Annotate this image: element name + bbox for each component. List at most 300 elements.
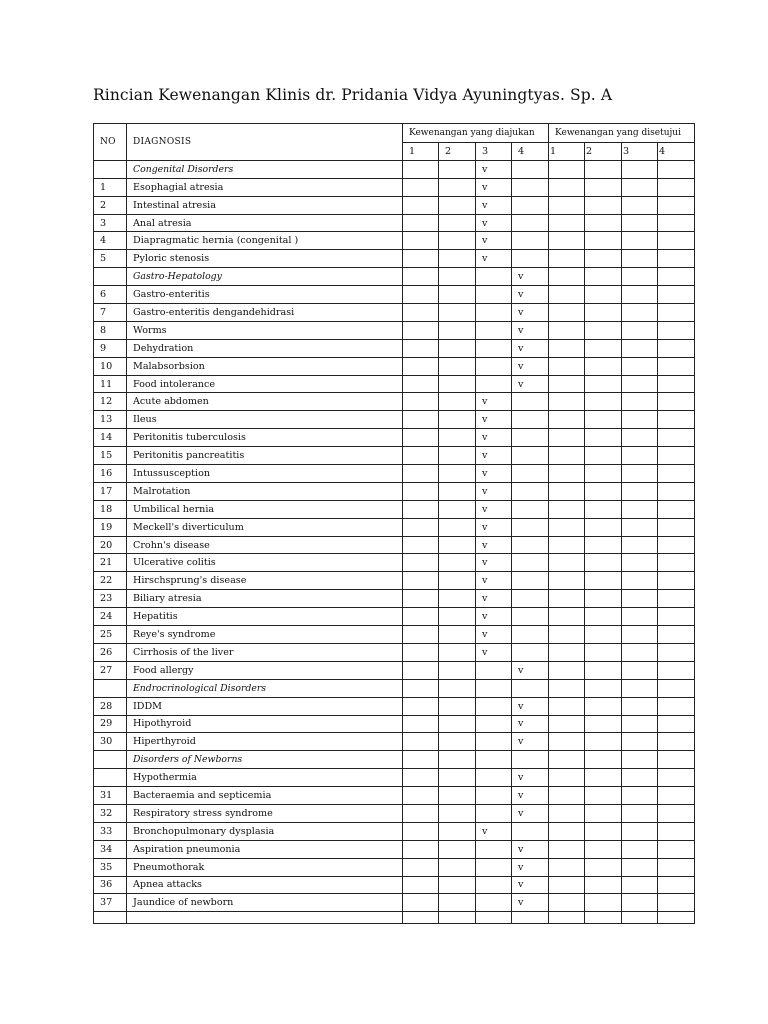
table-row [94,554,695,572]
approved-level-4-cell [658,894,695,912]
requested-level-4-cell [512,429,549,447]
check-mark: v [476,160,512,178]
approved-level-3-cell [622,554,658,572]
check-mark: v [512,876,549,894]
requested-level-3-cell [476,840,512,858]
requested-level-1-cell [403,822,439,840]
approved-level-2-cell [585,715,622,733]
requested-level-1-cell [403,214,439,232]
approved-level-1-cell [549,447,585,465]
requested-level-2-cell [439,751,476,769]
requested-level-2-cell [439,500,476,518]
category-label: Disorders of Newborns [127,751,403,769]
requested-level-2-cell [439,572,476,590]
row-number: 17 [94,482,127,500]
requested-level-2-cell [439,393,476,411]
diagnosis-name: Hypothermia [127,769,403,787]
approved-level-2-cell [585,500,622,518]
requested-level-2-cell [439,858,476,876]
approved-level-4-cell [658,661,695,679]
approved-level-2-cell [585,160,622,178]
table-row [94,250,695,268]
approved-level-1-cell [549,733,585,751]
approved-level-4-cell [658,321,695,339]
approved-level-1-cell [549,518,585,536]
requested-level-4-cell [512,518,549,536]
approved-level-4-cell [658,572,695,590]
approved-level-1-cell [549,178,585,196]
approved-level-2-cell [585,196,622,214]
clinical-authority-table [93,123,695,924]
approved-level-3-cell [622,286,658,304]
approved-level-4-cell [658,715,695,733]
row-number: 35 [94,858,127,876]
approved-level-1-cell [549,679,585,697]
approved-level-1-cell [549,250,585,268]
check-mark: v [476,822,512,840]
approved-level-4-cell [658,178,695,196]
requested-level-1-cell [403,178,439,196]
approved-level-1-cell [549,196,585,214]
approved-level-1: 1 [549,143,585,161]
approved-level-1-cell [549,876,585,894]
table-row-empty [94,912,695,924]
row-number: 19 [94,518,127,536]
requested-level-2-cell [439,769,476,787]
approved-level-2-cell [585,286,622,304]
approved-level-1-cell [549,536,585,554]
requested-level-1-cell [403,572,439,590]
check-mark: v [476,482,512,500]
table-row [94,822,695,840]
approved-level-2-cell [585,268,622,286]
approved-level-2-cell [585,411,622,429]
diagnosis-name: Diapragmatic hernia (congenital ) [127,232,403,250]
check-mark: v [512,357,549,375]
requested-level-2-cell [439,286,476,304]
table-row [94,876,695,894]
approved-level-1-cell [549,304,585,322]
table-row [94,357,695,375]
row-number: 15 [94,447,127,465]
approved-level-4-cell [658,160,695,178]
diagnosis-name: Cirrhosis of the liver [127,643,403,661]
requested-level-1-cell [403,787,439,805]
approved-level-4-cell [658,482,695,500]
requested-level-1-cell [403,393,439,411]
requested-level-4-cell [512,536,549,554]
table-row [94,321,695,339]
table-row [94,286,695,304]
approved-level-3-cell [622,697,658,715]
requested-level-3-cell [476,679,512,697]
empty-cell [127,912,403,924]
table-row [94,572,695,590]
requested-level-1-cell [403,518,439,536]
approved-level-2-cell [585,643,622,661]
check-mark: v [476,643,512,661]
requested-level-1-cell [403,232,439,250]
approved-level-2-cell [585,733,622,751]
requested-level-3-cell [476,733,512,751]
approved-level-1-cell [549,608,585,626]
approved-level-1-cell [549,393,585,411]
approved-level-4-cell [658,733,695,751]
approved-level-4-cell [658,447,695,465]
check-mark: v [512,715,549,733]
diagnosis-name: Esophagial atresia [127,178,403,196]
empty-cell [585,912,622,924]
table-row [94,339,695,357]
diagnosis-name: Malrotation [127,482,403,500]
approved-level-3-cell [622,482,658,500]
approved-level-2-cell [585,214,622,232]
approved-level-1-cell [549,804,585,822]
requested-level-1: 1 [403,143,439,161]
approved-level-4-cell [658,858,695,876]
header-no: NO [94,124,127,161]
approved-level-2-cell [585,518,622,536]
approved-level-1-cell [549,715,585,733]
requested-level-2-cell [439,840,476,858]
requested-level-4-cell [512,822,549,840]
requested-level-2-cell [439,679,476,697]
approved-level-3-cell [622,876,658,894]
table-row [94,626,695,644]
approved-level-3-cell [622,178,658,196]
diagnosis-name: Acute abdomen [127,393,403,411]
approved-level-3-cell [622,429,658,447]
requested-level-2-cell [439,268,476,286]
requested-level-3-cell [476,751,512,769]
approved-level-2-cell [585,590,622,608]
approved-level-2-cell [585,321,622,339]
row-number: 34 [94,840,127,858]
requested-level-3-cell [476,661,512,679]
check-mark: v [512,286,549,304]
row-number: 16 [94,465,127,483]
approved-level-2-cell [585,608,622,626]
check-mark: v [512,697,549,715]
approved-level-3-cell [622,822,658,840]
approved-level-4-cell [658,822,695,840]
approved-level-1-cell [549,411,585,429]
row-number: 8 [94,321,127,339]
table-row [94,661,695,679]
header-diagnosis: DIAGNOSIS [127,124,403,161]
check-mark: v [512,894,549,912]
approved-level-2-cell [585,429,622,447]
empty-cell [94,912,127,924]
table-row [94,715,695,733]
category-label: Congenital Disorders [127,160,403,178]
check-mark: v [476,393,512,411]
table-row [94,304,695,322]
approved-level-3-cell [622,375,658,393]
row-number: 27 [94,661,127,679]
requested-level-4-cell [512,643,549,661]
row-number [94,268,127,286]
approved-level-1-cell [549,661,585,679]
requested-level-2-cell [439,822,476,840]
diagnosis-name: Dehydration [127,339,403,357]
check-mark: v [476,608,512,626]
table-row [94,429,695,447]
requested-level-4-cell [512,411,549,429]
requested-level-1-cell [403,590,439,608]
row-number: 14 [94,429,127,447]
empty-cell [658,912,695,924]
check-mark: v [476,178,512,196]
approved-level-3-cell [622,733,658,751]
check-mark: v [476,429,512,447]
requested-level-4-cell [512,608,549,626]
diagnosis-name: Bronchopulmonary dysplasia [127,822,403,840]
row-number: 6 [94,286,127,304]
approved-level-2-cell [585,357,622,375]
approved-level-1-cell [549,482,585,500]
row-number: 12 [94,393,127,411]
row-number: 28 [94,697,127,715]
diagnosis-name: Pneumothorak [127,858,403,876]
check-mark: v [512,804,549,822]
row-number: 26 [94,643,127,661]
requested-level-2-cell [439,339,476,357]
approved-level-4-cell [658,500,695,518]
table-row [94,804,695,822]
approved-level-3-cell [622,661,658,679]
approved-level-2-cell [585,482,622,500]
approved-level-3-cell [622,787,658,805]
approved-level-2-cell [585,572,622,590]
diagnosis-name: Worms [127,321,403,339]
category-row [94,751,695,769]
row-number: 10 [94,357,127,375]
requested-level-1-cell [403,465,439,483]
table-row [94,214,695,232]
approved-level-3-cell [622,357,658,375]
requested-level-2-cell [439,232,476,250]
diagnosis-name: Apnea attacks [127,876,403,894]
approved-level-2-cell [585,751,622,769]
approved-level-3-cell [622,715,658,733]
check-mark: v [476,447,512,465]
approved-level-4-cell [658,465,695,483]
approved-level-4-cell [658,268,695,286]
diagnosis-name: Anal atresia [127,214,403,232]
approved-level-2-cell [585,697,622,715]
requested-level-1-cell [403,536,439,554]
approved-level-3-cell [622,321,658,339]
approved-level-3-cell [622,769,658,787]
requested-level-2-cell [439,214,476,232]
row-number: 24 [94,608,127,626]
check-mark: v [512,858,549,876]
requested-level-4-cell [512,590,549,608]
requested-level-2-cell [439,554,476,572]
approved-level-1-cell [549,357,585,375]
requested-level-2-cell [439,697,476,715]
approved-level-1-cell [549,840,585,858]
diagnosis-name: Meckell's diverticulum [127,518,403,536]
approved-level-4-cell [658,250,695,268]
requested-level-2-cell [439,411,476,429]
approved-level-3-cell [622,447,658,465]
approved-level-1-cell [549,429,585,447]
approved-level-3-cell [622,894,658,912]
requested-level-3-cell [476,769,512,787]
approved-level-2-cell [585,304,622,322]
diagnosis-name: Ileus [127,411,403,429]
row-number: 22 [94,572,127,590]
row-number: 9 [94,339,127,357]
row-number [94,679,127,697]
approved-level-1-cell [549,894,585,912]
approved-level-4-cell [658,393,695,411]
requested-level-4-cell [512,196,549,214]
diagnosis-name: Intussusception [127,465,403,483]
diagnosis-name: Gastro-enteritis [127,286,403,304]
requested-level-4-cell [512,250,549,268]
requested-level-2-cell [439,465,476,483]
requested-level-2-cell [439,178,476,196]
row-number: 3 [94,214,127,232]
approved-level-1-cell [549,321,585,339]
requested-level-3-cell [476,894,512,912]
approved-level-4-cell [658,804,695,822]
requested-level-2-cell [439,876,476,894]
table-row [94,232,695,250]
row-number: 23 [94,590,127,608]
approved-level-4-cell [658,214,695,232]
approved-level-4-cell [658,590,695,608]
requested-level-3-cell [476,357,512,375]
row-number: 5 [94,250,127,268]
check-mark: v [512,268,549,286]
approved-level-4-cell [658,643,695,661]
requested-level-4-cell [512,482,549,500]
approved-level-3-cell [622,232,658,250]
table-row [94,840,695,858]
table-row [94,447,695,465]
table-body [94,160,695,923]
approved-level-3-cell [622,626,658,644]
approved-level-3-cell [622,500,658,518]
row-number: 31 [94,787,127,805]
requested-level-4-cell [512,393,549,411]
approved-level-1-cell [549,858,585,876]
empty-cell [622,912,658,924]
check-mark: v [512,339,549,357]
approved-level-3-cell [622,608,658,626]
requested-level-3-cell [476,375,512,393]
approved-level-4: 4 [658,143,695,161]
category-row [94,160,695,178]
approved-level-2-cell [585,250,622,268]
requested-level-4-cell [512,500,549,518]
check-mark: v [512,304,549,322]
approved-level-2-cell [585,769,622,787]
requested-level-3-cell [476,304,512,322]
approved-level-1-cell [549,339,585,357]
table-row [94,769,695,787]
approved-level-3-cell [622,590,658,608]
requested-level-2-cell [439,536,476,554]
requested-level-1-cell [403,751,439,769]
approved-level-3-cell [622,536,658,554]
requested-level-1-cell [403,554,439,572]
approved-level-1-cell [549,643,585,661]
row-number: 20 [94,536,127,554]
approved-level-4-cell [658,697,695,715]
approved-level-2-cell [585,178,622,196]
check-mark: v [476,465,512,483]
table-row [94,178,695,196]
requested-level-1-cell [403,840,439,858]
table-row [94,411,695,429]
approved-level-2-cell [585,554,622,572]
requested-level-1-cell [403,429,439,447]
table-row [94,787,695,805]
approved-level-4-cell [658,554,695,572]
approved-level-4-cell [658,787,695,805]
diagnosis-name: Malabsorbsion [127,357,403,375]
check-mark: v [476,554,512,572]
empty-cell [549,912,585,924]
check-mark: v [512,733,549,751]
requested-level-1-cell [403,661,439,679]
approved-level-1-cell [549,697,585,715]
approved-level-4-cell [658,304,695,322]
requested-level-1-cell [403,769,439,787]
requested-level-4: 4 [512,143,549,161]
requested-level-1-cell [403,160,439,178]
diagnosis-name: Reye's syndrome [127,626,403,644]
diagnosis-name: Pyloric stenosis [127,250,403,268]
approved-level-4-cell [658,608,695,626]
requested-level-2-cell [439,643,476,661]
check-mark: v [476,590,512,608]
requested-level-2-cell [439,608,476,626]
check-mark: v [512,840,549,858]
check-mark: v [476,536,512,554]
approved-level-2-cell [585,787,622,805]
table-row [94,482,695,500]
requested-level-2-cell [439,304,476,322]
approved-level-2-cell [585,894,622,912]
approved-level-3-cell [622,339,658,357]
approved-level-1-cell [549,160,585,178]
approved-level-1-cell [549,465,585,483]
category-label: Endrocrinological Disorders [127,679,403,697]
approved-level-1-cell [549,286,585,304]
requested-level-2-cell [439,787,476,805]
requested-level-4-cell [512,447,549,465]
check-mark: v [476,572,512,590]
approved-level-4-cell [658,339,695,357]
diagnosis-name: Crohn's disease [127,536,403,554]
approved-level-4-cell [658,536,695,554]
diagnosis-name: Food allergy [127,661,403,679]
approved-level-3-cell [622,751,658,769]
table-row [94,643,695,661]
diagnosis-name: Respiratory stress syndrome [127,804,403,822]
approved-level-4-cell [658,411,695,429]
approved-level-2-cell [585,804,622,822]
table-row [94,590,695,608]
row-number [94,160,127,178]
table-row [94,500,695,518]
